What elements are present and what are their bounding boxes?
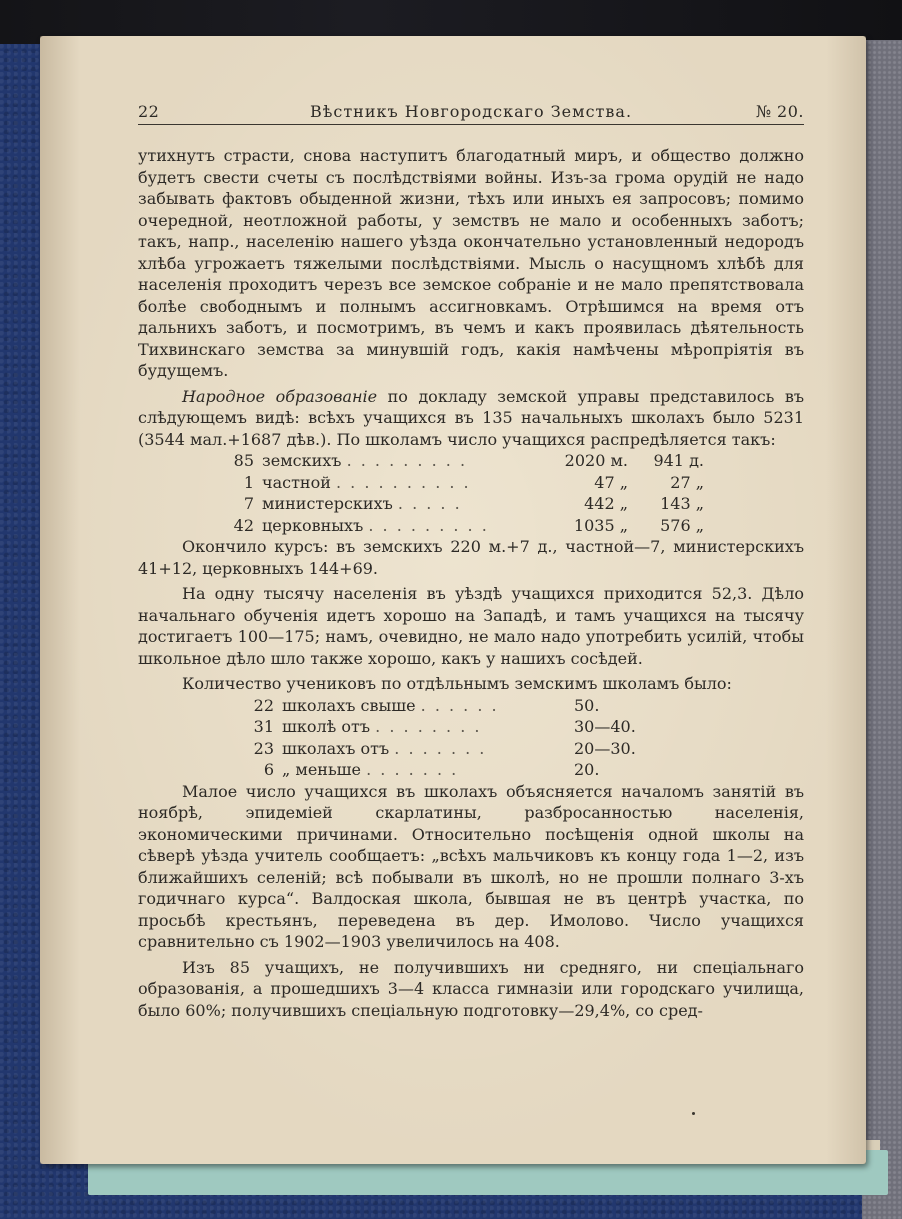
school-quantity: 6	[263, 760, 274, 779]
leader-dots: . . . . . . .	[394, 738, 487, 758]
table-row	[250, 759, 664, 781]
boys-count: 442 „	[584, 494, 628, 513]
running-header	[138, 98, 804, 125]
range-label-text: школахъ отъ	[282, 738, 390, 758]
school-type	[262, 493, 552, 515]
paragraph-1: утихнутъ страсти, снова наступитъ благодатный миръ, и общество должно будетъ свести счеты съ послѣдствіями войны. Изъ-за грома орудій не надо забывать фактовъ обыденной жизни, тѣхъ или иныхъ ея запросовъ; помимо очередной, неотложной работы, у земствъ не мало и особенныхъ заботъ; такъ, напр., населенію нашего уѣзда окончательно установленный недородъ хлѣба угрожаетъ тяжелыми послѣдствіями. Мысль о насущномъ хлѣбѣ для населенія проходитъ черезъ все земское собраніе и не мало препятствовала болѣе свободнымъ и полнымъ ассигновкамъ. Отрѣшимся на время отъ дальнихъ заботъ, и посмотримъ, въ чемъ и какъ проявилась дѣятельность Тихвинскаго земства за минувшій годъ, какія намѣчены мѣропріятія въ будущемъ.	[138, 146, 804, 380]
leader-dots: . . . . . . .	[366, 760, 459, 779]
table-row	[224, 493, 704, 515]
paragraph-5: Количество учениковъ по отдѣльнымъ земскимъ школамъ было:	[182, 674, 732, 693]
school-count: 42	[233, 515, 254, 535]
school-type-label: церковныхъ	[262, 515, 364, 535]
school-type-label: министерскихъ	[262, 494, 393, 513]
school-count: 85	[233, 451, 254, 470]
boys-count: 1035 „	[573, 515, 628, 535]
pupil-range-label	[282, 695, 574, 717]
paragraph-3: Окончило курсъ: въ земскихъ 220 м.+7 д., частной—7, министерскихъ 41+12, церковныхъ 144+69.	[138, 537, 804, 578]
table-row	[224, 450, 704, 472]
school-type	[262, 450, 552, 472]
pupil-range-value: 20.	[574, 760, 600, 779]
page-left-shade	[40, 36, 80, 1164]
pupil-range-value: 30—40.	[574, 717, 636, 736]
leader-dots: . . . . . . . . . .	[335, 472, 471, 492]
school-quantity: 31	[253, 717, 274, 736]
leader-dots: . . . . .	[397, 494, 462, 513]
pupil-range-value: 50.	[574, 695, 600, 715]
leader-dots: . . . . . . . .	[375, 717, 482, 736]
range-label-text: „ меньше	[282, 760, 362, 779]
page-right-shade	[826, 36, 866, 1164]
paragraph-6: Малое число учащихся въ школахъ объясняется началомъ занятій въ ноябрѣ, эпидеміей скарлатины, разбросанностью населенія, экономическими причинами. Относительно посѣщенія одной школы на сѣверѣ уѣзда учитель сообщаетъ: „всѣхъ мальчиковъ къ концу года 1—2, изъ ближайшихъ селеній; всѣ побывали въ школѣ, но не прошли полнаго 3-хъ годичнаго курса“. Валдоская школа, бывшая не въ центрѣ участка, по просьбѣ крестьянъ, переведена въ дер. Имолово. Число учащихся сравнительно съ 1902—1903 увеличилось на 408.	[138, 781, 804, 951]
pupil-range-value: 20—30.	[574, 738, 636, 758]
paragraph-4: На одну тысячу населенія въ уѣздѣ учащихся приходится 52,3. Дѣло начальнаго обученія идетъ хорошо на Западѣ, и тамъ учащихся на тысячу достигаетъ 100—175; намъ, очевидно, не мало надо употребить усилій, чтобы школьное дѣло шло также хорошо, какъ у нашихъ сосѣдей.	[138, 584, 804, 668]
school-quantity: 23	[253, 738, 274, 758]
pupils-per-school-table	[250, 695, 664, 781]
range-label-text: школахъ свыше	[282, 695, 416, 715]
paper-speck	[692, 1112, 695, 1115]
paragraph-2-text: по докладу земской управы представилось въ слѣдующемъ видѣ: всѣхъ учащихся въ 135 начальныхъ школахъ было 5231 (3544 мал.+1687 дѣв.). По школамъ число учащихся распредѣляется такъ:	[138, 386, 805, 449]
leader-dots: . . . . . .	[420, 695, 499, 715]
pupil-range-label	[282, 738, 574, 760]
school-quantity: 22	[253, 695, 274, 715]
table-row	[224, 472, 704, 494]
page-text-area	[138, 98, 804, 1021]
paragraph-7: Изъ 85 учащихъ, не получившихъ ни средняго, ни спеціальнаго образованія, а прошедшихъ 3—4 класса гимназіи или городскаго училища, было 60%; получившихъ спеціальную подготовку—29,4%, со сред-	[138, 957, 804, 1020]
school-count: 7	[243, 494, 254, 513]
pupil-range-label	[282, 716, 574, 738]
leader-dots: . . . . . . . . .	[368, 515, 489, 535]
table-row	[250, 716, 664, 738]
school-type	[262, 515, 552, 537]
table-row	[250, 695, 664, 717]
pupil-range-label	[282, 759, 574, 781]
journal-title: Вѣстникъ Новгородскаго Земства.	[309, 102, 633, 121]
school-type	[262, 472, 552, 494]
schools-count-table	[224, 450, 704, 536]
boys-count: 47 „	[594, 472, 628, 492]
school-type-label: земскихъ	[262, 451, 342, 470]
paragraph-2	[138, 386, 804, 451]
girls-count: 941 д.	[653, 451, 704, 470]
school-count: 1	[243, 472, 254, 492]
boys-count: 2020 м.	[564, 451, 628, 470]
table-row	[250, 738, 664, 760]
book-cover-right-edge	[862, 40, 902, 1219]
school-type-label: частной	[262, 472, 331, 492]
page-number: 22	[138, 102, 160, 121]
girls-count: 576 „	[660, 515, 704, 535]
article-body	[138, 145, 804, 1021]
range-label-text: школѣ отъ	[282, 717, 371, 736]
table-row	[224, 515, 704, 537]
girls-count: 143 „	[660, 494, 704, 513]
girls-count: 27 „	[670, 472, 704, 492]
leader-dots: . . . . . . . . .	[346, 451, 468, 470]
paragraph-2-italic: Народное образованіе	[182, 386, 378, 406]
issue-number: № 20.	[755, 102, 804, 121]
